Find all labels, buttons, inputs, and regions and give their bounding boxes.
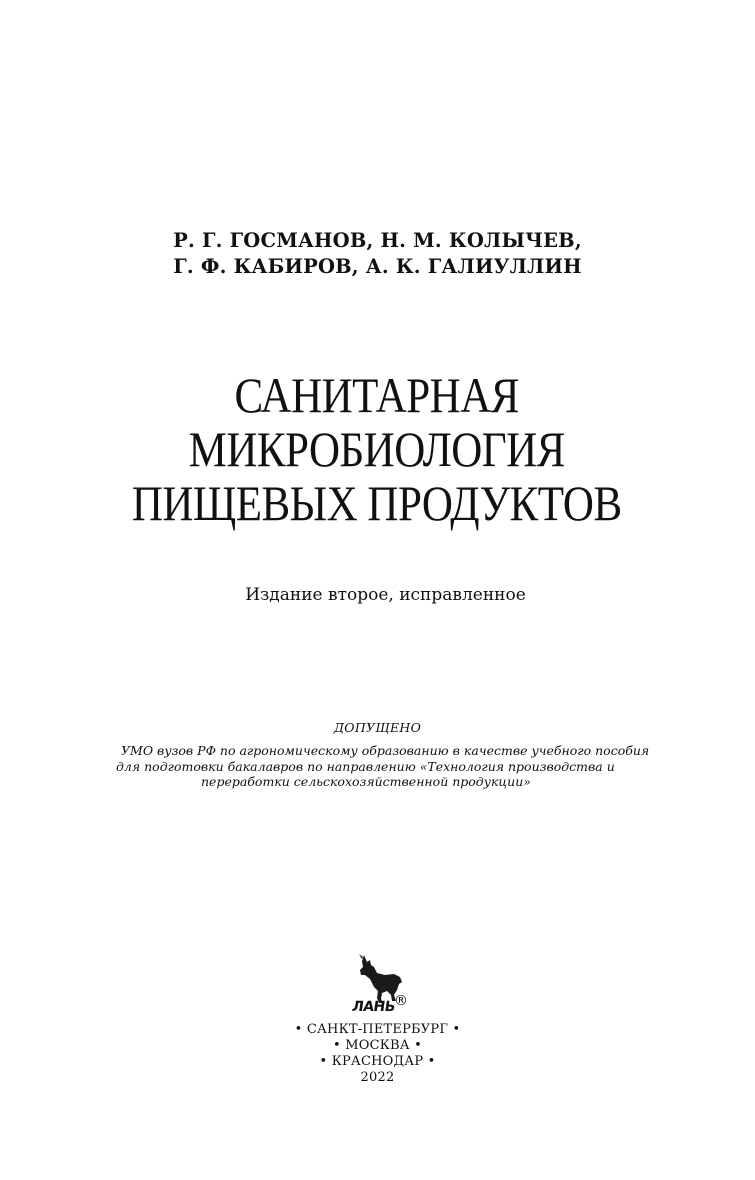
imprint-block	[0, 1022, 755, 1086]
approval-line-2: для подготовки бакалавров по направлению «Технология производства и	[116, 758, 615, 774]
title-line-1: САНИТАРНАЯ	[234, 367, 519, 423]
publication-year: 2022	[360, 1070, 395, 1085]
city-moscow: • МОСКВА •	[333, 1038, 422, 1053]
registered-mark: ®	[394, 993, 408, 1009]
book-title	[52, 368, 701, 530]
edition-note: Издание второе, исправленное	[245, 585, 526, 605]
title-line-2: МИКРОБИОЛОГИЯ	[188, 421, 565, 477]
title-line-3: ПИЩЕВЫХ ПРОДУКТОВ	[131, 475, 622, 531]
city-krasnodar: • КРАСНОДАР •	[319, 1054, 436, 1069]
authors-line-2: Г. Ф. КАБИРОВ, А. К. ГАЛИУЛЛИН	[173, 255, 582, 278]
approval-line-3: переработки сельскохозяйственной продукции»	[201, 774, 531, 789]
approval-line-1: УМО вузов РФ по агрономическому образованию в качестве учебного пособия	[121, 743, 650, 758]
logo-text: ЛАНЬ	[350, 999, 396, 1015]
deer-logo-icon	[350, 953, 412, 1021]
approval-heading: ДОПУЩЕНО	[333, 720, 422, 735]
authors-block	[0, 228, 755, 280]
authors-line-1: Р. Г. ГОСМАНОВ, Н. М. КОЛЫЧЕВ,	[173, 229, 582, 252]
city-saint-petersburg: • САНКТ-ПЕТЕРБУРГ •	[294, 1022, 461, 1037]
